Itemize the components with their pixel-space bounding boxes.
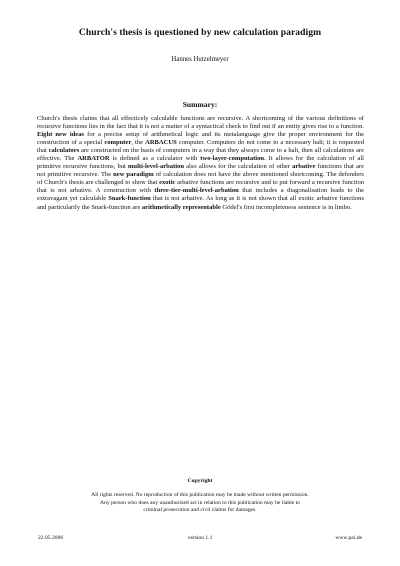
summary-text: that includes a diagonalisation leads to the extravagant yet calculable xyxy=(37,187,365,203)
summary-bold-term: arithmetically representable xyxy=(141,203,221,211)
summary-paragraph xyxy=(37,115,364,212)
copyright-line: criminal prosecution and civil claims for damages. xyxy=(143,507,257,514)
summary-text: . It allows for the calculation of all primitive recursive functions, but xyxy=(37,155,365,171)
copyright-line: Any person who does any unauthorized act in relation to this publication may be liable to xyxy=(100,499,300,506)
summary-bold-term: ARBATOR xyxy=(77,155,110,163)
summary-bold-term: Snark-function xyxy=(108,195,151,203)
footer-version: version 1.1 xyxy=(187,535,213,541)
copyright-notice xyxy=(0,492,400,515)
copyright-line: All rights reserved. No reproduction of this publication may be made without written permission. xyxy=(91,492,309,498)
summary-text: for a precise setup of arithmetical logic and its metalanguage give the proper environment for the construction of a special xyxy=(37,131,364,147)
summary-bold-term: multi-level-arbation xyxy=(127,163,184,171)
summary-text: that is not arbative. As long as it is not shown that all exotic arbative functions and particularily the Snark-function are xyxy=(37,195,364,211)
summary-bold-term: two-layer-computation xyxy=(200,155,265,163)
footer-website: www.pai.de xyxy=(335,535,362,541)
summary-heading: Summary: xyxy=(182,100,218,109)
summary-bold-term: three-tier-multi-level-arbation xyxy=(154,187,239,195)
summary-bold-term: ARBACUS xyxy=(145,139,177,147)
summary-bold-term: arbative xyxy=(292,163,316,171)
summary-text: is defined as a calculator with xyxy=(109,155,201,163)
summary-text: computer. Computers do not come to a necessary halt; it is requested that xyxy=(37,139,364,155)
summary-text: Church's thesis claims that all effecticely calculable functions are recursive. A shortcoming of the various definitions of recursive functions lies in the fact that it is not a matter of a syntactical check to find out if an entity gives rise to a function. xyxy=(37,115,364,131)
summary-text: are constructed on the basis of computers in a way that they always come to a halt, then all calculations are effective. The xyxy=(37,147,364,163)
summary-text: of calculation does not have the above mentioned shortcoming. The defenders of Church's thesis are challenged to show that xyxy=(37,171,364,187)
summary-text: arbative functions are recursive and to put forward a recursive function that is not arbative. A construction with xyxy=(37,179,364,195)
document-title: Church's thesis is questioned by new calculation paradigm xyxy=(78,27,322,38)
summary-text: Gödel's first incompleteness sentence is in limbo. xyxy=(220,203,352,211)
summary-bold-term: exotic xyxy=(159,179,176,187)
copyright-heading: Copyright xyxy=(187,478,213,484)
footer-date: 22.05.2006 xyxy=(38,535,64,541)
summary-bold-term: computer xyxy=(104,139,132,147)
summary-bold-term: Eight new ideas xyxy=(37,131,85,139)
summary-text: , the xyxy=(131,139,146,147)
summary-text: functions that are not primitive recursive. The xyxy=(37,163,364,179)
summary-bold-term: calculators xyxy=(48,147,80,155)
author-name: Hannes Hutzelmeyer xyxy=(171,56,229,63)
summary-bold-term: new paradigm xyxy=(113,171,154,179)
summary-text: also allows for the calculation of other xyxy=(183,163,293,171)
